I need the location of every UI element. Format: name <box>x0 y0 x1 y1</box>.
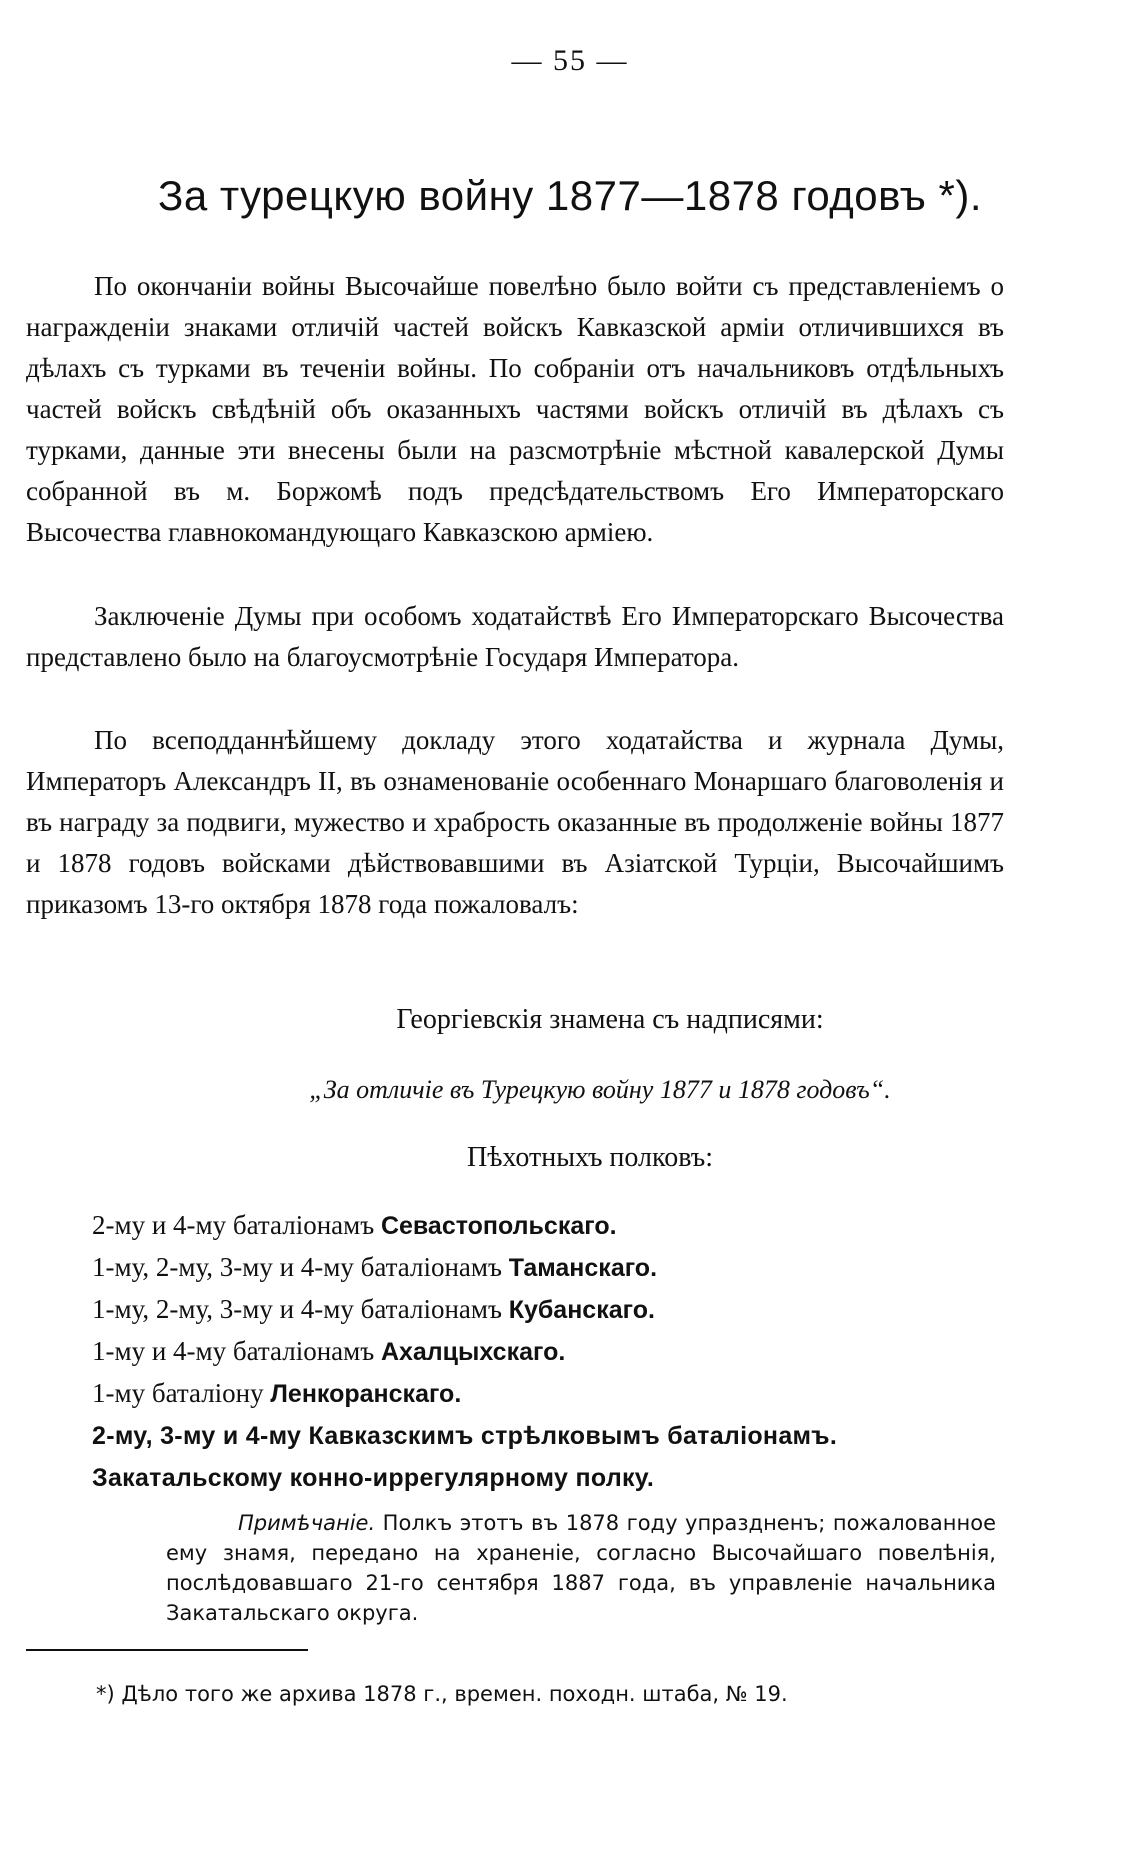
note <box>166 1508 996 1628</box>
unit-item <box>92 1373 1052 1415</box>
unit-name: Севастопольскаго. <box>380 1212 617 1240</box>
regiments-heading: Пѣхотныхъ полковъ: <box>467 1142 713 1173</box>
unit-prefix: 1-му и 4-му баталіонамъ <box>92 1336 381 1366</box>
unit-prefix: 1-му, 2-му, 3-му и 4-му баталіонамъ <box>92 1294 509 1324</box>
paragraph-2-text: Заключеніе Думы при особомъ ходатайствѣ Его Императорскаго Высочества представлено было на благоусмотрѣніе Государя Императора. <box>26 601 1004 672</box>
unit-name: Таманскаго. <box>508 1254 658 1282</box>
footnote-divider <box>26 1649 308 1651</box>
note-text: Полкъ этотъ въ 1878 году упраздненъ; пожалованное ему знамя, передано на храненіе, согласно Высочайшаго повелѣнія, послѣдовавшаго 21-го сентября 1887 года, въ управленіе начальника Закатальскаго округа. <box>166 1511 996 1625</box>
paragraph-2 <box>26 596 1004 678</box>
page-number: — 55 — <box>511 44 629 77</box>
unit-item <box>92 1457 1052 1499</box>
unit-name: Ахалцыхскаго. <box>380 1338 566 1366</box>
note-label: Примѣчаніе. <box>238 1511 376 1535</box>
paragraph-3 <box>26 720 1004 925</box>
unit-prefix: 1-му, 2-му, 3-му и 4-му баталіонамъ <box>92 1252 509 1282</box>
unit-name: Ленкоранскаго. <box>270 1380 462 1408</box>
unit-full: Закатальскому конно-иррегулярному полку. <box>92 1464 655 1492</box>
banner-inscription: „За отличіе въ Турецкую войну 1877 и 1878 годовъ“. <box>309 1075 891 1104</box>
unit-full: 2-му, 3-му и 4-му Кавказскимъ стрѣлковымъ баталіонамъ. <box>92 1422 838 1450</box>
units-list <box>92 1205 1052 1499</box>
footnote: *) Дѣло того же архива 1878 г., времен. походн. штаба, № 19. <box>96 1682 788 1706</box>
banners-heading: Георгіевскія знамена съ надписями: <box>396 1004 824 1035</box>
unit-item <box>92 1289 1052 1331</box>
unit-item <box>92 1247 1052 1289</box>
unit-prefix: 2-му и 4-му баталіонамъ <box>92 1210 381 1240</box>
paragraph-1-text: По окончаніи войны Высочайше повелѣно было войти съ представленіемъ о награжденіи знаками отличій частей войскъ Кавказской арміи отличившихся въ дѣлахъ съ турками въ теченіи войны. По собраніи отъ начальниковъ отдѣльныхъ частей войскъ свѣдѣній объ оказанныхъ частями войскъ отличій въ дѣлахъ съ турками, данные эти внесены были на разсмотрѣніе мѣстной кавалерской Думы собранной въ м. Боржомѣ подъ предсѣдательствомъ Его Императорскаго Высочества главнокомандующаго Кавказскою арміею. <box>26 271 1004 547</box>
page-title: За турецкую войну 1877—1878 годовъ *). <box>157 172 982 219</box>
paragraph-1 <box>26 266 1004 553</box>
paragraph-3-text: По всеподданнѣйшему докладу этого ходатайства и журнала Думы, Императоръ Александръ II, въ ознаменованіе особеннаго Монаршаго благоволенія и въ награду за подвиги, мужество и храбрость оказанные въ продолженіе войны 1877 и 1878 годовъ войсками дѣйствовавшими въ Азіатской Турціи, Высочайшимъ приказомъ 13-го октября 1878 года пожаловалъ: <box>26 725 1004 919</box>
unit-item <box>92 1331 1052 1373</box>
unit-item <box>92 1205 1052 1247</box>
unit-name: Кубанскаго. <box>508 1296 655 1324</box>
unit-item <box>92 1415 1052 1457</box>
unit-prefix: 1-му баталіону <box>92 1378 271 1408</box>
